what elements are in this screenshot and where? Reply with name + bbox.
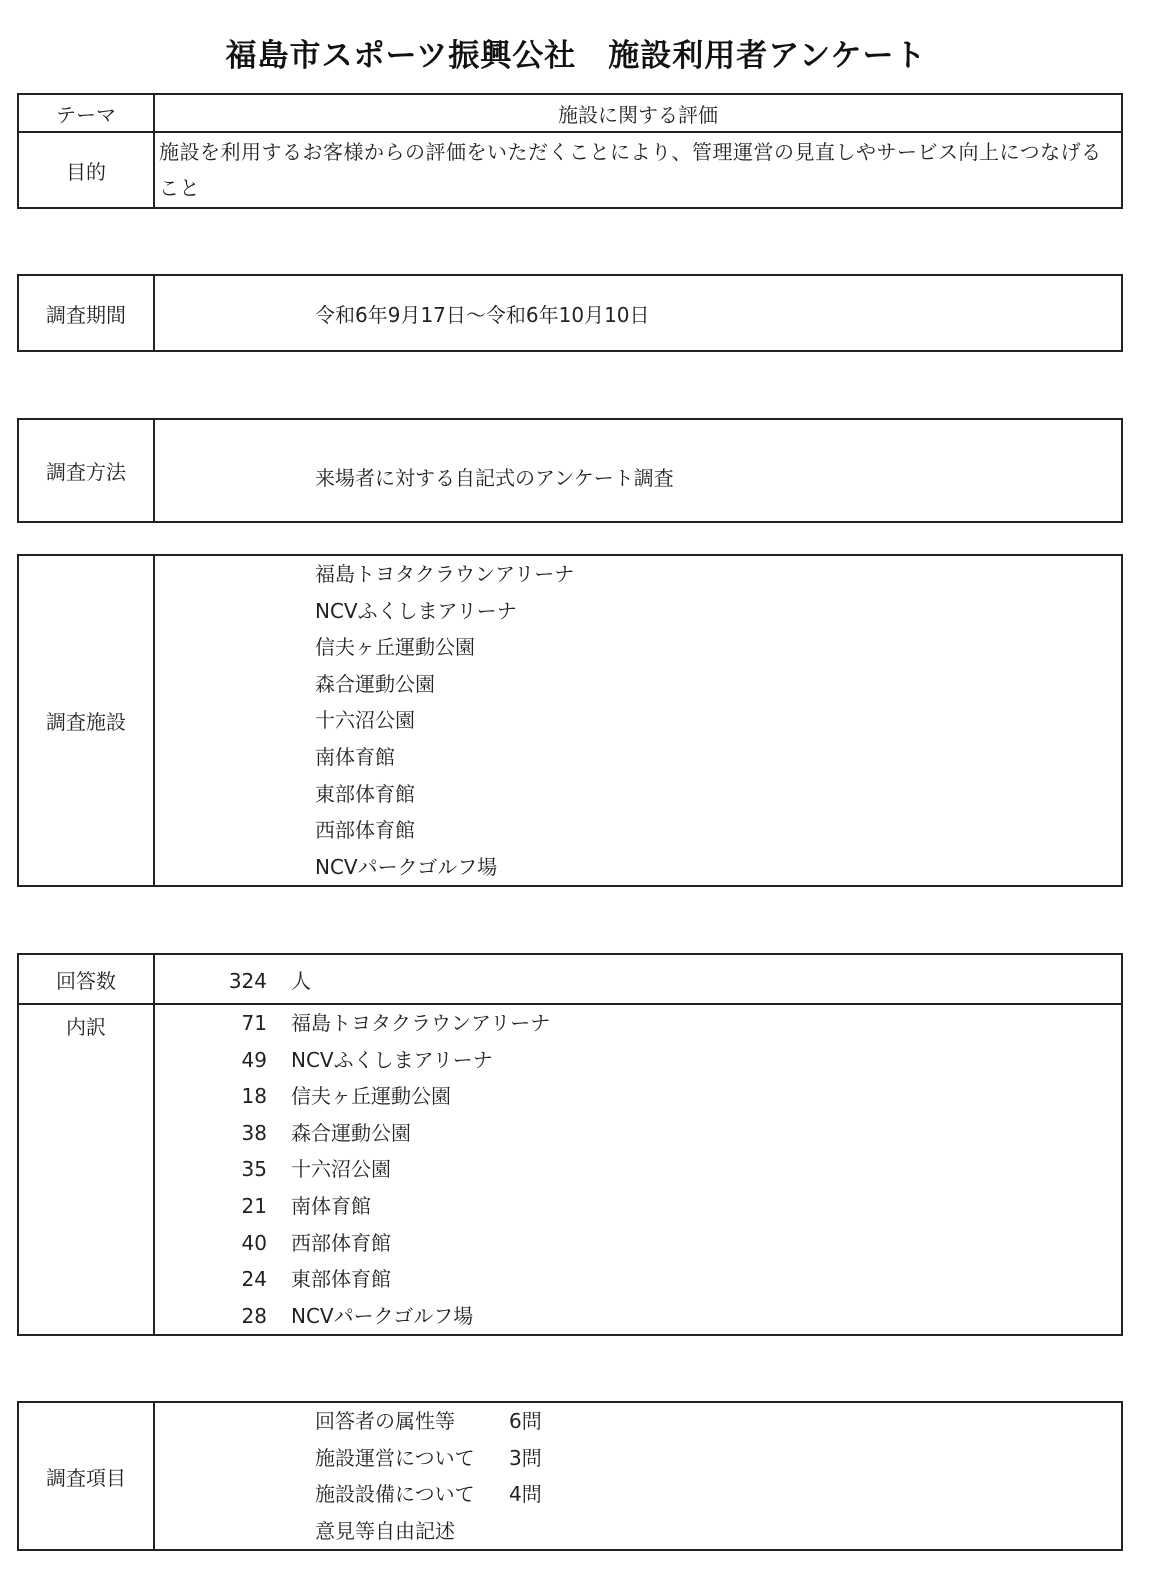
breakdown-label: 内訳: [18, 1004, 154, 1335]
breakdown-count: 38: [241, 1120, 267, 1145]
survey-item: [315, 1476, 1121, 1513]
facility-item: NCVパークゴルフ場: [315, 854, 498, 879]
breakdown-count: 49: [241, 1047, 267, 1072]
breakdown-count: 21: [241, 1193, 267, 1218]
survey-item-count: 4問: [509, 1482, 542, 1507]
facility-item: 福島トヨタクラウンアリーナ: [315, 562, 575, 586]
responses-total: 324: [228, 968, 267, 993]
breakdown-row: [155, 1188, 1121, 1225]
theme-value: 施設に関する評価: [154, 94, 1122, 132]
survey-items-list: [154, 1402, 1122, 1550]
responses-label: 回答数: [18, 954, 154, 1004]
breakdown-facility: 信夫ヶ丘運動公園: [291, 1084, 451, 1109]
survey-item-count: 6問: [509, 1409, 542, 1433]
facilities-list: [154, 555, 1122, 886]
breakdown-count: 24: [241, 1267, 267, 1292]
breakdown-facility: 森合運動公園: [291, 1120, 411, 1145]
facility-item: 十六沼公園: [315, 708, 415, 733]
survey-item: [315, 1513, 1121, 1550]
theme-label: テーマ: [18, 94, 154, 132]
period-value: 令和6年9月17日～令和6年10月10日: [154, 275, 1122, 351]
breakdown-facility: 西部体育館: [291, 1230, 391, 1255]
breakdown-row: [155, 1005, 1121, 1042]
period-label: 調査期間: [18, 275, 154, 351]
breakdown-list: [154, 1004, 1122, 1335]
method-value: 来場者に対する自記式のアンケート調査: [154, 419, 1122, 522]
breakdown-row: [155, 1261, 1121, 1298]
survey-item-name: 施設運営について: [315, 1445, 475, 1470]
theme-purpose-table: [17, 93, 1123, 209]
facilities-label: 調査施設: [18, 555, 154, 886]
survey-items-label: 調査項目: [18, 1402, 154, 1550]
responses-total-row: [154, 954, 1122, 1004]
survey-items-table: [17, 1401, 1123, 1551]
responses-table: [17, 953, 1123, 1336]
breakdown-row: [155, 1151, 1121, 1188]
survey-item: [315, 1440, 1121, 1477]
period-table: [17, 274, 1123, 352]
breakdown-facility: 十六沼公園: [291, 1157, 391, 1182]
method-table: [17, 418, 1123, 523]
breakdown-count: 71: [241, 1011, 267, 1035]
purpose-value: 施設を利用するお客様からの評価をいただくことにより、管理運営の見直しやサービス向上につなげること: [154, 132, 1122, 208]
survey-item-name: 回答者の属性等: [315, 1409, 455, 1433]
breakdown-count: 40: [241, 1230, 267, 1255]
breakdown-row: [155, 1225, 1121, 1262]
breakdown-facility: 福島トヨタクラウンアリーナ: [291, 1011, 551, 1035]
breakdown-facility: NCVパークゴルフ場: [291, 1303, 474, 1328]
page-title: 福島市スポーツ振興公社 施設利用者アンケート: [225, 38, 927, 74]
method-label: 調査方法: [18, 419, 154, 522]
breakdown-count: 28: [241, 1303, 267, 1328]
survey-item-name: 施設設備について: [315, 1482, 475, 1507]
breakdown-facility: NCVふくしまアリーナ: [291, 1047, 493, 1072]
facility-item: 東部体育館: [315, 781, 415, 806]
facility-item: 西部体育館: [315, 818, 415, 843]
breakdown-row: [155, 1115, 1121, 1152]
breakdown-facility: 南体育館: [291, 1193, 371, 1218]
facility-item: 森合運動公園: [315, 671, 435, 696]
responses-unit: 人: [291, 968, 311, 993]
breakdown-facility: 東部体育館: [291, 1267, 391, 1292]
breakdown-row: [155, 1078, 1121, 1115]
purpose-label: 目的: [18, 132, 154, 208]
facilities-table: [17, 554, 1123, 887]
survey-item-name: 意見等自由記述: [315, 1518, 455, 1543]
facility-item: 信夫ヶ丘運動公園: [315, 635, 475, 660]
breakdown-row: [155, 1298, 1121, 1335]
facility-item: 南体育館: [315, 744, 395, 769]
facility-item: NCVふくしまアリーナ: [315, 598, 517, 623]
breakdown-count: 18: [241, 1084, 267, 1109]
survey-item-count: 3問: [509, 1445, 542, 1470]
breakdown-row: [155, 1042, 1121, 1079]
survey-item: [315, 1403, 1121, 1440]
breakdown-count: 35: [241, 1157, 267, 1182]
